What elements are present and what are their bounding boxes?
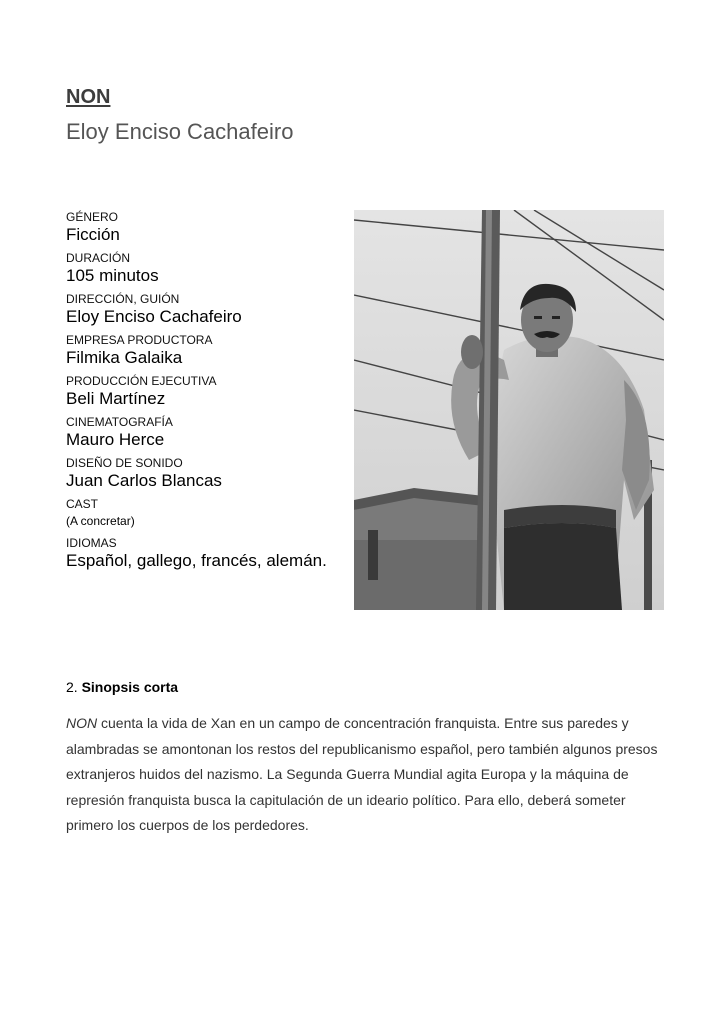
credit-label: GÉNERO: [66, 210, 119, 224]
synopsis-paragraph: [66, 711, 666, 839]
credit-label: CINEMATOGRAFÍA: [66, 415, 173, 429]
synopsis-text: cuenta la vida de Xan en un campo de concentración franquista. Entre sus paredes y alambradas se amontonan los restos del republicanismo español, pero también algunos presos extranjeros huidos del nazismo. La Segunda Guerra Mundial agita Europa y la máquina de represión franquista busca la capitulación de un ideario político. Para ello, deberá someter primero los cuerpos de los perdedores.: [66, 715, 658, 833]
section-number: 2.: [66, 679, 78, 695]
credit-value: Eloy Enciso Cachafeiro: [66, 307, 242, 326]
credit-executive-producer: [66, 374, 356, 409]
director-name: Eloy Enciso Cachafeiro: [66, 119, 294, 144]
credit-label: EMPRESA PRODUCTORA: [66, 333, 213, 347]
credit-genre: [66, 210, 356, 245]
credit-value: 105 minutos: [66, 266, 159, 285]
credit-label: IDIOMAS: [66, 536, 117, 550]
film-title: NON: [66, 86, 111, 108]
credit-direction: [66, 292, 356, 327]
credit-label: PRODUCCIÓN EJECUTIVA: [66, 374, 217, 388]
credit-label: CAST: [66, 497, 99, 511]
credit-label: DIRECCIÓN, GUIÓN: [66, 292, 180, 306]
credit-sound-design: [66, 456, 356, 491]
credit-value: Español, gallego, francés, alemán.: [66, 551, 327, 570]
credit-label: DISEÑO DE SONIDO: [66, 456, 183, 470]
credit-value: Mauro Herce: [66, 430, 165, 449]
synopsis-film-title: NON: [66, 715, 98, 731]
credit-value: Ficción: [66, 225, 120, 244]
film-still-photo: [354, 210, 664, 610]
credit-cast: [66, 497, 356, 530]
credit-label: DURACIÓN: [66, 251, 131, 265]
credit-cinematography: [66, 415, 356, 450]
credit-production-company: [66, 333, 356, 368]
credits-list: [66, 210, 356, 577]
section-heading: [66, 679, 178, 695]
credit-value: Juan Carlos Blancas: [66, 471, 222, 490]
credit-duration: [66, 251, 356, 286]
credit-value: (A concretar): [66, 514, 135, 528]
credit-languages: [66, 536, 356, 571]
credit-value: Filmika Galaika: [66, 348, 183, 367]
section-title: Sinopsis corta: [81, 679, 179, 695]
credit-value: Beli Martínez: [66, 389, 166, 408]
